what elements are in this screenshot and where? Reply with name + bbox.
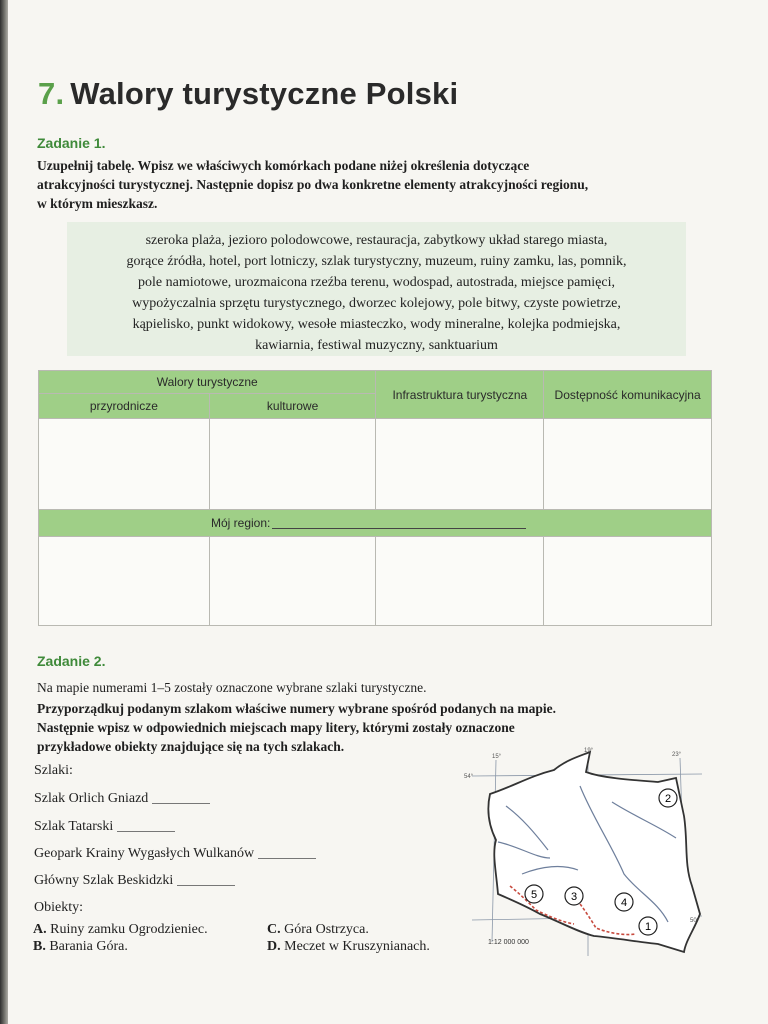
header-infrastructure: Infrastruktura turystyczna: [376, 371, 544, 419]
trail-marker-5-label: 5: [530, 889, 538, 901]
region-cell-natural[interactable]: [39, 537, 210, 626]
page-title: [38, 76, 458, 112]
trail-answer-blank[interactable]: [152, 803, 210, 804]
poland-outline: [488, 752, 700, 952]
header-cultural: kulturowe: [209, 394, 376, 419]
objects-column-right: [267, 921, 430, 955]
trail-answer-blank[interactable]: [177, 885, 235, 886]
header-accessibility: Dostępność komunikacyjna: [544, 371, 712, 419]
object-name: Barania Góra.: [49, 939, 128, 954]
group-header-walory: Walory turystyczne: [39, 371, 376, 394]
trail-item: [34, 873, 235, 889]
trail-answer-blank[interactable]: [117, 831, 175, 832]
terms-line: gorące źródła, hotel, port lotniczy, szlak turystyczny, muzeum, ruiny zamku, las, pomnik,: [126, 254, 627, 269]
object-letter: B.: [33, 939, 46, 954]
instruction-line: Przyporządkuj podanym szlakom właściwe numery wybrane spośród podanych na mapie.: [37, 701, 557, 716]
graticule-label-15: 15°: [492, 754, 502, 760]
trail-name: Szlak Tatarski: [34, 819, 114, 834]
chapter-title: Walory turystyczne Polski: [70, 76, 459, 111]
instruction-line: atrakcyjności turystycznej. Następnie dopisz po dwa konkretne elementy atrakcyjności regionu,: [37, 177, 589, 192]
region-cell-infrastructure[interactable]: [376, 537, 544, 626]
region-cell-cultural[interactable]: [209, 537, 376, 626]
terms-line: pole namiotowe, urozmaicona rzeźba terenu, wodospad, autostrada, miejsce pamięci,: [138, 275, 615, 290]
object-item: [33, 938, 208, 955]
region-label: Mój region:: [211, 516, 271, 530]
task2-intro: Na mapie numerami 1–5 zostały oznaczone wybrane szlaki turystyczne.: [37, 680, 427, 695]
instruction-line: Następnie wpisz w odpowiednich miejscach mapy litery, którymi zostały oznaczone: [37, 720, 515, 735]
map-scale: 1:12 000 000: [488, 939, 529, 946]
terms-line: kawiarnia, festiwal muzyczny, sanktuarium: [255, 338, 498, 353]
answer-cell-cultural[interactable]: [209, 419, 376, 510]
objects-column-left: [33, 921, 208, 955]
region-input-line[interactable]: [272, 528, 526, 529]
terms-box: [67, 222, 686, 356]
object-letter: C.: [267, 922, 281, 937]
graticule-label-54: 54°: [464, 774, 474, 780]
terms-line: kąpielisko, punkt widokowy, wesołe miasteczko, wody mineralne, kolejka podmiejska,: [132, 317, 621, 332]
instruction-line: Uzupełnij tabelę. Wpisz we właściwych komórkach podane niżej określenia dotyczące: [37, 158, 530, 173]
trail-marker-3-label: 3: [570, 891, 578, 903]
graticule-label-23: 23°: [672, 752, 682, 758]
region-cell-accessibility[interactable]: [544, 537, 712, 626]
instruction-line: w którym mieszkasz.: [37, 196, 158, 211]
object-name: Ruiny zamku Ogrodzieniec.: [50, 922, 208, 937]
object-item: [267, 938, 430, 955]
region-row: [39, 510, 712, 537]
chapter-number: 7.: [38, 76, 65, 111]
trail-marker-2-label: 2: [664, 793, 672, 805]
object-name: Góra Ostrzyca.: [284, 922, 369, 937]
poland-trails-map: [462, 746, 708, 962]
terms-line: szeroka plaża, jezioro polodowcowe, restauracja, zabytkowy układ starego miasta,: [145, 233, 608, 248]
object-name: Meczet w Kruszynianach.: [284, 939, 430, 954]
trail-marker-1-label: 1: [644, 921, 652, 933]
trail-name: Geopark Krainy Wygasłych Wulkanów: [34, 846, 255, 861]
answer-cell-infrastructure[interactable]: [376, 419, 544, 510]
answer-cell-accessibility[interactable]: [544, 419, 712, 510]
trails-label: Szlaki:: [34, 763, 73, 778]
task2-heading: Zadanie 2.: [37, 653, 106, 669]
terms-line: wypożyczalnia sprzętu turystycznego, dworzec kolejowy, pole bitwy, czyste powietrze,: [132, 296, 621, 311]
header-natural: przyrodnicze: [39, 394, 210, 419]
trail-item: [34, 846, 316, 862]
attractions-table: [38, 370, 712, 626]
trail-name: Główny Szlak Beskidzki: [34, 873, 174, 888]
task1-instruction: [37, 156, 588, 213]
task1-heading: Zadanie 1.: [37, 135, 106, 151]
answer-cell-natural[interactable]: [39, 419, 210, 510]
object-item: [33, 921, 208, 938]
object-item: [267, 921, 430, 938]
objects-label: Obiekty:: [34, 900, 83, 915]
trail-name: Szlak Orlich Gniazd: [34, 791, 149, 806]
instruction-line: przykładowe obiekty znajdujące się na tych szlakach.: [37, 739, 345, 754]
trail-item: [34, 791, 210, 807]
object-letter: D.: [267, 939, 281, 954]
trail-item: [34, 819, 175, 835]
trail-marker-4-label: 4: [620, 897, 628, 909]
object-letter: A.: [33, 922, 47, 937]
trail-answer-blank[interactable]: [258, 858, 316, 859]
graticule-label-19: 19°: [584, 748, 594, 754]
graticule-label-50: 50°: [690, 918, 700, 924]
